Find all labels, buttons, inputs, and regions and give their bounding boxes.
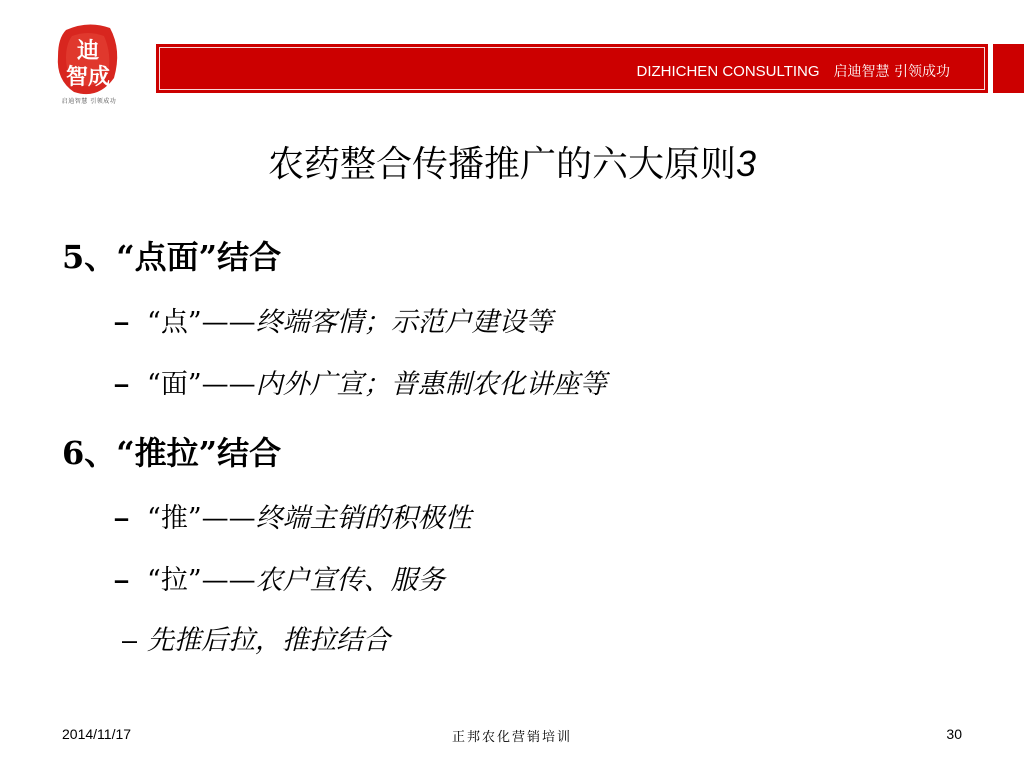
- bullet-dash: –: [114, 565, 130, 595]
- slide-title-number: 3: [735, 143, 757, 184]
- bullet-text: 终端主销的积极性: [255, 503, 472, 534]
- bullet-item: [114, 496, 472, 535]
- header-slogan: 启迪智慧 引领成功: [833, 64, 950, 80]
- bullet-text: 终端客情；示范户建设等: [255, 307, 553, 338]
- svg-text:智成: 智成: [65, 65, 111, 90]
- svg-text:迪: 迪: [76, 39, 100, 64]
- note-text: 先推后拉，推拉结合: [147, 625, 391, 656]
- logo-seal-icon: [52, 20, 124, 100]
- logo-tagline: 启迪智慧 引领成功: [61, 98, 117, 105]
- bullet-dash: –: [114, 503, 130, 533]
- footer-page-number: 30: [946, 726, 962, 742]
- footer-date: 2014/11/17: [62, 726, 132, 742]
- bullet-item: [114, 300, 553, 339]
- bullet-text: 内外广宣；普惠制农化讲座等: [255, 369, 607, 400]
- slide-title-text: 农药整合传播推广的六大原则: [267, 144, 736, 185]
- bullet-quote: “点”: [147, 307, 202, 338]
- header-text: [636, 61, 950, 81]
- bullet-separator: ——: [201, 503, 256, 534]
- footer-center-text: 正邦农化营销培训: [451, 730, 572, 745]
- bullet-text: 农户宣传、服务: [255, 565, 445, 596]
- header-cap: [993, 44, 1024, 93]
- bullet-item: [114, 362, 607, 401]
- bullet-dash: –: [114, 307, 130, 337]
- bullet-quote: “推”: [147, 503, 202, 534]
- header-company: DIZHICHEN CONSULTING: [636, 63, 820, 80]
- header-bar: [156, 44, 988, 93]
- bullet-separator: ——: [201, 565, 256, 596]
- bullet-separator: ——: [201, 369, 256, 400]
- bullet-separator: ——: [201, 307, 256, 338]
- bullet-quote: “面”: [147, 369, 202, 400]
- note-item: [122, 618, 390, 657]
- note-dash: –: [122, 625, 138, 655]
- section-heading-6: 6、“推拉”结合: [62, 434, 282, 472]
- section-heading-5: 5、“点面”结合: [62, 238, 282, 276]
- bullet-item: [114, 558, 445, 597]
- bullet-quote: “拉”: [147, 565, 202, 596]
- bullet-dash: –: [114, 369, 130, 399]
- slide-title: [0, 136, 1024, 187]
